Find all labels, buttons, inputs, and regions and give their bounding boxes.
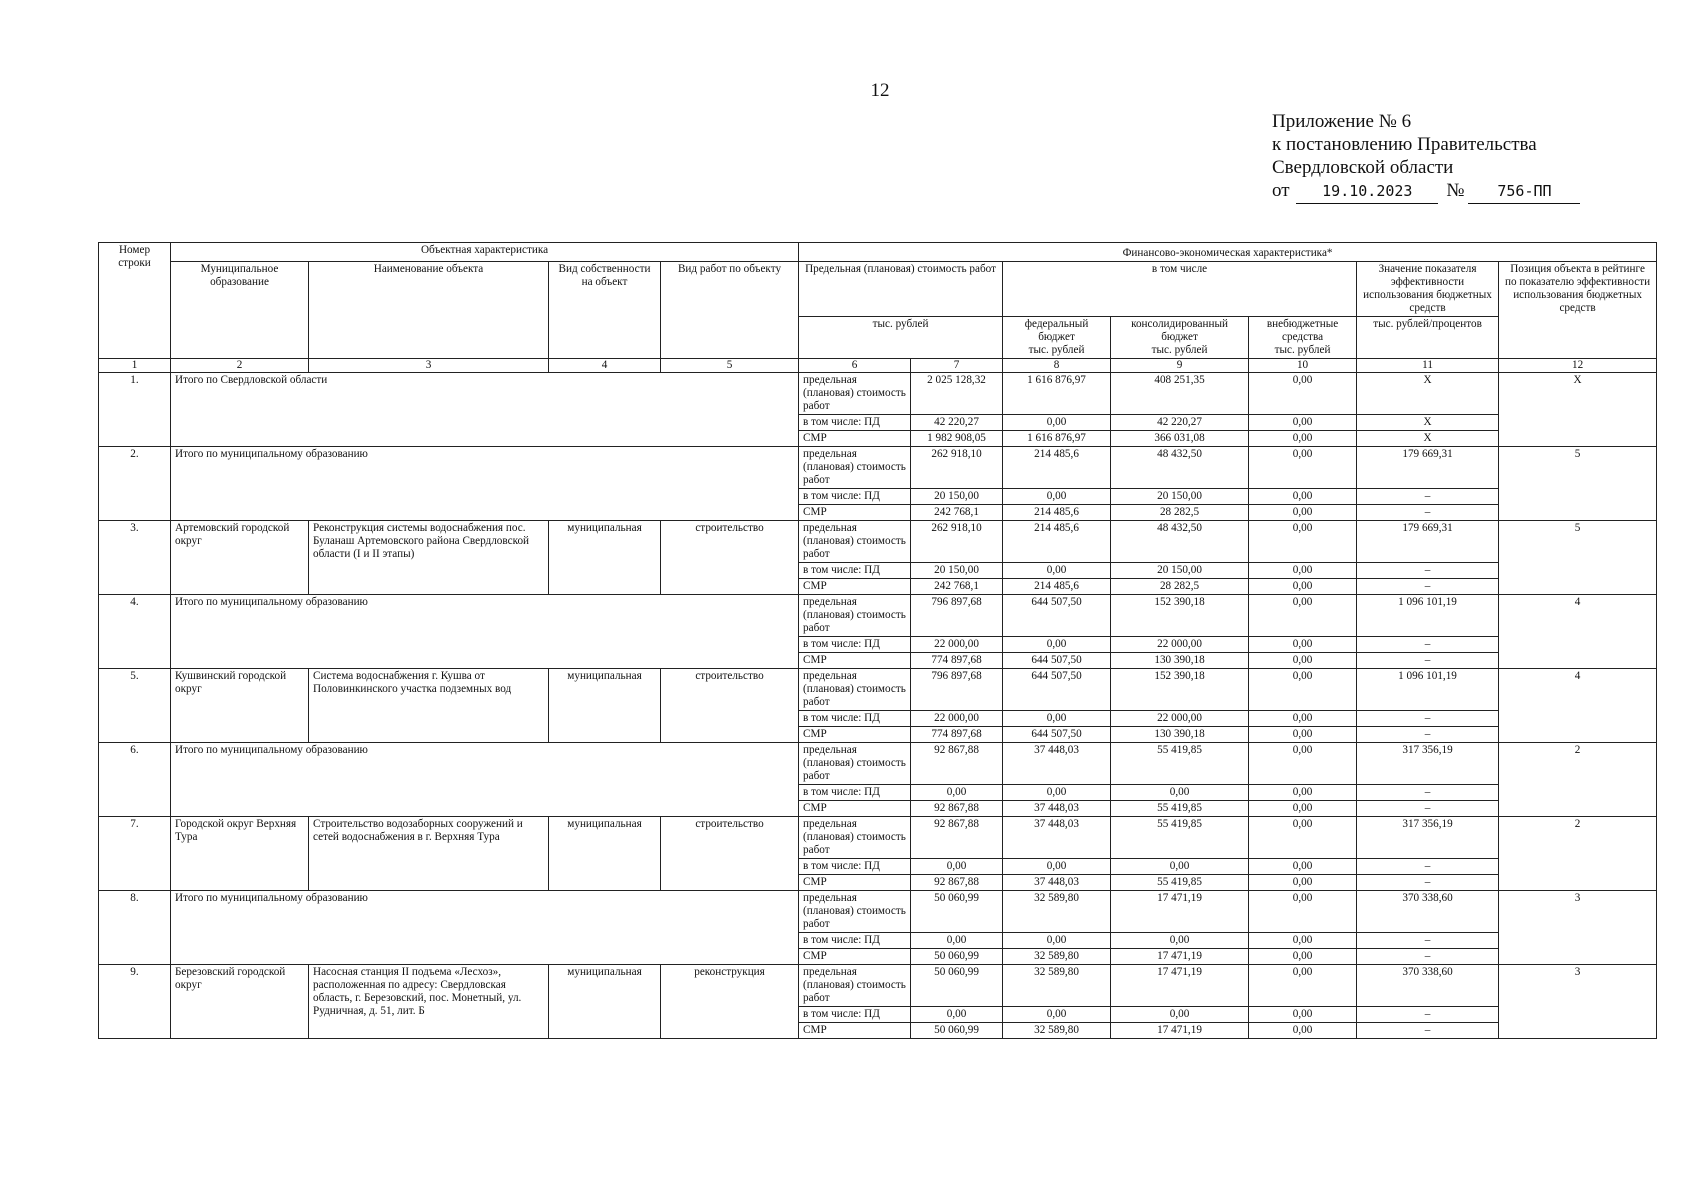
object-name-cell: Насосная станция II подъема «Лесхоз», расположенная по адресу: Свердловская область, г. Березовский, пос. Монетный, ул. Рудничная, д. 51, лит. Б: [309, 965, 549, 1039]
federal-value: 32 589,80: [1003, 891, 1111, 933]
cost-value: 42 220,27: [911, 415, 1003, 431]
federal-value: 37 448,03: [1003, 801, 1111, 817]
efficiency-value: 317 356,19: [1357, 817, 1499, 859]
federal-value: 644 507,50: [1003, 727, 1111, 743]
table-row: [99, 891, 1657, 933]
header-work-type: Вид работ по объекту: [661, 262, 799, 359]
cost-value: 796 897,68: [911, 595, 1003, 637]
budget-table: [98, 242, 1657, 1039]
header-municipality: Муниципальное образование: [171, 262, 309, 359]
cost-kind-max: предельная (плановая) стоимость работ: [799, 817, 911, 859]
cost-kind-max: предельная (плановая) стоимость работ: [799, 521, 911, 563]
extrabudget-value: 0,00: [1249, 431, 1357, 447]
cost-kind-pd: в том числе: ПД: [799, 711, 911, 727]
rating-value: 4: [1499, 595, 1657, 669]
appendix-region: Свердловской области: [1272, 157, 1454, 178]
extrabudget-value: 0,00: [1249, 933, 1357, 949]
cost-kind-max: предельная (плановая) стоимость работ: [799, 595, 911, 637]
header-unit-cost: тыс. рублей: [799, 317, 1003, 359]
cost-value: 92 867,88: [911, 875, 1003, 891]
column-number: 3: [309, 359, 549, 373]
consolidated-value: 366 031,08: [1111, 431, 1249, 447]
header-rating: Позиция объекта в рейтинге по показателю эффективности использования бюджетных средств: [1499, 262, 1657, 359]
federal-value: 0,00: [1003, 415, 1111, 431]
cost-value: 0,00: [911, 785, 1003, 801]
efficiency-value: –: [1357, 1023, 1499, 1039]
rating-value: 4: [1499, 669, 1657, 743]
efficiency-value: –: [1357, 727, 1499, 743]
cost-value: 2 025 128,32: [911, 373, 1003, 415]
efficiency-value: –: [1357, 653, 1499, 669]
work-type-cell: строительство: [661, 817, 799, 891]
cost-kind-pd: в том числе: ПД: [799, 489, 911, 505]
extrabudget-value: 0,00: [1249, 563, 1357, 579]
column-number: 12: [1499, 359, 1657, 373]
extrabudget-value: 0,00: [1249, 743, 1357, 785]
cost-kind-pd: в том числе: ПД: [799, 563, 911, 579]
consolidated-value: 0,00: [1111, 933, 1249, 949]
cost-kind-smr: СМР: [799, 801, 911, 817]
efficiency-value: Х: [1357, 415, 1499, 431]
consolidated-value: 17 471,19: [1111, 1023, 1249, 1039]
extrabudget-value: 0,00: [1249, 1007, 1357, 1023]
cost-kind-pd: в том числе: ПД: [799, 415, 911, 431]
efficiency-value: 1 096 101,19: [1357, 669, 1499, 711]
federal-value: 644 507,50: [1003, 669, 1111, 711]
federal-value: 644 507,50: [1003, 595, 1111, 637]
work-type-cell: реконструкция: [661, 965, 799, 1039]
federal-value: 214 485,6: [1003, 505, 1111, 521]
consolidated-value: 130 390,18: [1111, 653, 1249, 669]
work-type-cell: строительство: [661, 669, 799, 743]
cost-value: 20 150,00: [911, 563, 1003, 579]
header-federal-label: федеральный бюджет: [1024, 318, 1089, 343]
efficiency-value: –: [1357, 949, 1499, 965]
header-financial-characteristic: Финансово-экономическая характеристика*: [799, 243, 1657, 262]
column-number: 4: [549, 359, 661, 373]
appendix-header: [1272, 110, 1580, 204]
table-row: [99, 965, 1657, 1007]
extrabudget-value: 0,00: [1249, 669, 1357, 711]
efficiency-value: –: [1357, 875, 1499, 891]
extrabudget-value: 0,00: [1249, 965, 1357, 1007]
table-row: [99, 521, 1657, 563]
efficiency-value: –: [1357, 637, 1499, 653]
extrabudget-value: 0,00: [1249, 727, 1357, 743]
cost-value: 50 060,99: [911, 949, 1003, 965]
efficiency-value: –: [1357, 489, 1499, 505]
column-number: 1: [99, 359, 171, 373]
column-number: 10: [1249, 359, 1357, 373]
row-number: 2.: [99, 447, 171, 521]
column-number: 5: [661, 359, 799, 373]
cost-value: 92 867,88: [911, 817, 1003, 859]
consolidated-value: 55 419,85: [1111, 817, 1249, 859]
rating-value: 3: [1499, 965, 1657, 1039]
header-consolidated: [1111, 317, 1249, 359]
cost-kind-smr: СМР: [799, 653, 911, 669]
municipality-cell: Березовский городской округ: [171, 965, 309, 1039]
row-title: Итого по муниципальному образованию: [171, 447, 799, 521]
municipality-cell: Артемовский городской округ: [171, 521, 309, 595]
efficiency-value: 370 338,60: [1357, 965, 1499, 1007]
extrabudget-value: 0,00: [1249, 817, 1357, 859]
federal-value: 214 485,6: [1003, 447, 1111, 489]
cost-value: 262 918,10: [911, 521, 1003, 563]
appendix-date-line: [1272, 179, 1580, 204]
work-type-cell: строительство: [661, 521, 799, 595]
rating-value: 2: [1499, 743, 1657, 817]
federal-value: 1 616 876,97: [1003, 373, 1111, 415]
row-number: 6.: [99, 743, 171, 817]
row-title: Итого по Свердловской области: [171, 373, 799, 447]
cost-value: 262 918,10: [911, 447, 1003, 489]
consolidated-value: 0,00: [1111, 859, 1249, 875]
cost-value: 20 150,00: [911, 489, 1003, 505]
cost-kind-max: предельная (плановая) стоимость работ: [799, 447, 911, 489]
object-name-cell: Реконструкция системы водоснабжения пос. Буланаш Артемовского района Свердловской области (I и II этапы): [309, 521, 549, 595]
rating-value: 2: [1499, 817, 1657, 891]
consolidated-value: 17 471,19: [1111, 891, 1249, 933]
extrabudget-value: 0,00: [1249, 447, 1357, 489]
cost-kind-smr: СМР: [799, 875, 911, 891]
column-number: 9: [1111, 359, 1249, 373]
federal-value: 0,00: [1003, 489, 1111, 505]
efficiency-value: –: [1357, 505, 1499, 521]
header-federal: [1003, 317, 1111, 359]
table-row: [99, 743, 1657, 785]
consolidated-value: 48 432,50: [1111, 521, 1249, 563]
object-name-cell: Система водоснабжения г. Кушва от Половинкинского участка подземных вод: [309, 669, 549, 743]
federal-value: 214 485,6: [1003, 579, 1111, 595]
consolidated-value: 17 471,19: [1111, 965, 1249, 1007]
header-efficiency: Значение показателя эффективности использования бюджетных средств: [1357, 262, 1499, 317]
rating-value: 5: [1499, 447, 1657, 521]
header-max-cost: Предельная (плановая) стоимость работ: [799, 262, 1003, 317]
row-number: 3.: [99, 521, 171, 595]
ownership-cell: муниципальная: [549, 521, 661, 595]
cost-value: 22 000,00: [911, 711, 1003, 727]
efficiency-value: –: [1357, 563, 1499, 579]
consolidated-value: 22 000,00: [1111, 637, 1249, 653]
number-prefix: №: [1446, 180, 1465, 201]
header-extrabudget: [1249, 317, 1357, 359]
extrabudget-value: 0,00: [1249, 891, 1357, 933]
cost-kind-smr: СМР: [799, 505, 911, 521]
federal-value: 0,00: [1003, 785, 1111, 801]
rating-value: 3: [1499, 891, 1657, 965]
cost-kind-max: предельная (плановая) стоимость работ: [799, 891, 911, 933]
consolidated-value: 48 432,50: [1111, 447, 1249, 489]
efficiency-value: Х: [1357, 373, 1499, 415]
row-number: 4.: [99, 595, 171, 669]
extrabudget-value: 0,00: [1249, 949, 1357, 965]
extrabudget-value: 0,00: [1249, 505, 1357, 521]
federal-value: 1 616 876,97: [1003, 431, 1111, 447]
page-number: 12: [870, 80, 890, 101]
cost-kind-max: предельная (плановая) стоимость работ: [799, 373, 911, 415]
extrabudget-value: 0,00: [1249, 521, 1357, 563]
table-row: [99, 447, 1657, 489]
efficiency-value: Х: [1357, 431, 1499, 447]
federal-value: 37 448,03: [1003, 875, 1111, 891]
extrabudget-value: 0,00: [1249, 415, 1357, 431]
ownership-cell: муниципальная: [549, 817, 661, 891]
extrabudget-value: 0,00: [1249, 859, 1357, 875]
table-row: [99, 817, 1657, 859]
column-number: 8: [1003, 359, 1111, 373]
consolidated-value: 55 419,85: [1111, 875, 1249, 891]
date-prefix: от: [1272, 180, 1290, 201]
cost-value: 1 982 908,05: [911, 431, 1003, 447]
consolidated-value: 55 419,85: [1111, 743, 1249, 785]
efficiency-value: –: [1357, 711, 1499, 727]
federal-value: 0,00: [1003, 563, 1111, 579]
cost-kind-pd: в том числе: ПД: [799, 859, 911, 875]
rating-value: 5: [1499, 521, 1657, 595]
consolidated-value: 22 000,00: [1111, 711, 1249, 727]
cost-value: 242 768,1: [911, 579, 1003, 595]
row-number: 7.: [99, 817, 171, 891]
federal-value: 37 448,03: [1003, 743, 1111, 785]
efficiency-value: 317 356,19: [1357, 743, 1499, 785]
consolidated-value: 42 220,27: [1111, 415, 1249, 431]
table-row: [99, 669, 1657, 711]
cost-kind-max: предельная (плановая) стоимость работ: [799, 669, 911, 711]
column-number: 6: [799, 359, 911, 373]
table-row: [99, 373, 1657, 415]
cost-kind-pd: в том числе: ПД: [799, 637, 911, 653]
extrabudget-value: 0,00: [1249, 875, 1357, 891]
row-number: 9.: [99, 965, 171, 1039]
federal-value: 214 485,6: [1003, 521, 1111, 563]
cost-value: 92 867,88: [911, 743, 1003, 785]
extrabudget-value: 0,00: [1249, 653, 1357, 669]
cost-value: 50 060,99: [911, 891, 1003, 933]
efficiency-value: –: [1357, 801, 1499, 817]
consolidated-value: 17 471,19: [1111, 949, 1249, 965]
table-row: [99, 595, 1657, 637]
extrabudget-value: 0,00: [1249, 637, 1357, 653]
row-title: Итого по муниципальному образованию: [171, 743, 799, 817]
header-consolidated-label: консолидированный бюджет: [1131, 318, 1228, 343]
consolidated-value: 130 390,18: [1111, 727, 1249, 743]
consolidated-value: 152 390,18: [1111, 669, 1249, 711]
cost-value: 92 867,88: [911, 801, 1003, 817]
column-numbers-row: [99, 359, 1657, 373]
cost-kind-pd: в том числе: ПД: [799, 1007, 911, 1023]
extrabudget-value: 0,00: [1249, 579, 1357, 595]
consolidated-value: 408 251,35: [1111, 373, 1249, 415]
extrabudget-value: 0,00: [1249, 801, 1357, 817]
cost-value: 774 897,68: [911, 727, 1003, 743]
cost-value: 0,00: [911, 859, 1003, 875]
cost-value: 0,00: [911, 1007, 1003, 1023]
column-number: 2: [171, 359, 309, 373]
federal-value: 32 589,80: [1003, 965, 1111, 1007]
resolution-date: 19.10.2023: [1296, 180, 1438, 204]
efficiency-value: –: [1357, 785, 1499, 801]
header-object-name: Наименование объекта: [309, 262, 549, 359]
column-number: 11: [1357, 359, 1499, 373]
ownership-cell: муниципальная: [549, 669, 661, 743]
table-body: [99, 373, 1657, 1039]
row-number: 5.: [99, 669, 171, 743]
federal-value: 0,00: [1003, 1007, 1111, 1023]
efficiency-value: –: [1357, 1007, 1499, 1023]
row-title: Итого по муниципальному образованию: [171, 595, 799, 669]
header-object-characteristic: Объектная характеристика: [171, 243, 799, 262]
consolidated-value: 55 419,85: [1111, 801, 1249, 817]
consolidated-value: 20 150,00: [1111, 563, 1249, 579]
cost-value: 242 768,1: [911, 505, 1003, 521]
header-extrabudget-unit: тыс. рублей: [1274, 344, 1331, 356]
cost-value: 50 060,99: [911, 965, 1003, 1007]
appendix-resolution: к постановлению Правительства: [1272, 134, 1537, 155]
extrabudget-value: 0,00: [1249, 489, 1357, 505]
consolidated-value: 0,00: [1111, 1007, 1249, 1023]
consolidated-value: 152 390,18: [1111, 595, 1249, 637]
extrabudget-value: 0,00: [1249, 595, 1357, 637]
extrabudget-value: 0,00: [1249, 711, 1357, 727]
consolidated-value: 0,00: [1111, 785, 1249, 801]
cost-kind-smr: СМР: [799, 949, 911, 965]
cost-value: 22 000,00: [911, 637, 1003, 653]
appendix-title: Приложение № 6: [1272, 111, 1412, 132]
header-including: в том числе: [1003, 262, 1357, 317]
federal-value: 0,00: [1003, 859, 1111, 875]
cost-value: 774 897,68: [911, 653, 1003, 669]
consolidated-value: 28 282,5: [1111, 579, 1249, 595]
federal-value: 37 448,03: [1003, 817, 1111, 859]
row-number: 1.: [99, 373, 171, 447]
federal-value: 0,00: [1003, 933, 1111, 949]
extrabudget-value: 0,00: [1249, 1023, 1357, 1039]
federal-value: 0,00: [1003, 711, 1111, 727]
municipality-cell: Городской округ Верхняя Тура: [171, 817, 309, 891]
cost-kind-smr: СМР: [799, 431, 911, 447]
extrabudget-value: 0,00: [1249, 785, 1357, 801]
column-number: 7: [911, 359, 1003, 373]
cost-value: 796 897,68: [911, 669, 1003, 711]
cost-kind-pd: в том числе: ПД: [799, 933, 911, 949]
header-extrabudget-label: внебюджетные средства: [1266, 318, 1339, 343]
resolution-number: 756-ПП: [1468, 180, 1580, 204]
efficiency-value: –: [1357, 859, 1499, 875]
ownership-cell: муниципальная: [549, 965, 661, 1039]
cost-kind-smr: СМР: [799, 1023, 911, 1039]
cost-kind-pd: в том числе: ПД: [799, 785, 911, 801]
cost-kind-smr: СМР: [799, 727, 911, 743]
consolidated-value: 28 282,5: [1111, 505, 1249, 521]
municipality-cell: Кушвинский городской округ: [171, 669, 309, 743]
consolidated-value: 20 150,00: [1111, 489, 1249, 505]
efficiency-value: 370 338,60: [1357, 891, 1499, 933]
rating-value: Х: [1499, 373, 1657, 447]
cost-kind-smr: СМР: [799, 579, 911, 595]
efficiency-value: –: [1357, 933, 1499, 949]
federal-value: 32 589,80: [1003, 949, 1111, 965]
federal-value: 0,00: [1003, 637, 1111, 653]
federal-value: 32 589,80: [1003, 1023, 1111, 1039]
header-efficiency-unit: тыс. рублей/процентов: [1357, 317, 1499, 359]
federal-value: 644 507,50: [1003, 653, 1111, 669]
row-title: Итого по муниципальному образованию: [171, 891, 799, 965]
extrabudget-value: 0,00: [1249, 373, 1357, 415]
row-number: 8.: [99, 891, 171, 965]
header-ownership: Вид собственности на объект: [549, 262, 661, 359]
cost-kind-max: предельная (плановая) стоимость работ: [799, 965, 911, 1007]
cost-value: 50 060,99: [911, 1023, 1003, 1039]
header-row-number: Номер строки: [99, 243, 171, 359]
header-consolidated-unit: тыс. рублей: [1151, 344, 1208, 356]
cost-value: 0,00: [911, 933, 1003, 949]
efficiency-value: 179 669,31: [1357, 521, 1499, 563]
efficiency-value: 179 669,31: [1357, 447, 1499, 489]
efficiency-value: –: [1357, 579, 1499, 595]
efficiency-value: 1 096 101,19: [1357, 595, 1499, 637]
object-name-cell: Строительство водозаборных сооружений и сетей водоснабжения в г. Верхняя Тура: [309, 817, 549, 891]
header-federal-unit: тыс. рублей: [1028, 344, 1085, 356]
cost-kind-max: предельная (плановая) стоимость работ: [799, 743, 911, 785]
